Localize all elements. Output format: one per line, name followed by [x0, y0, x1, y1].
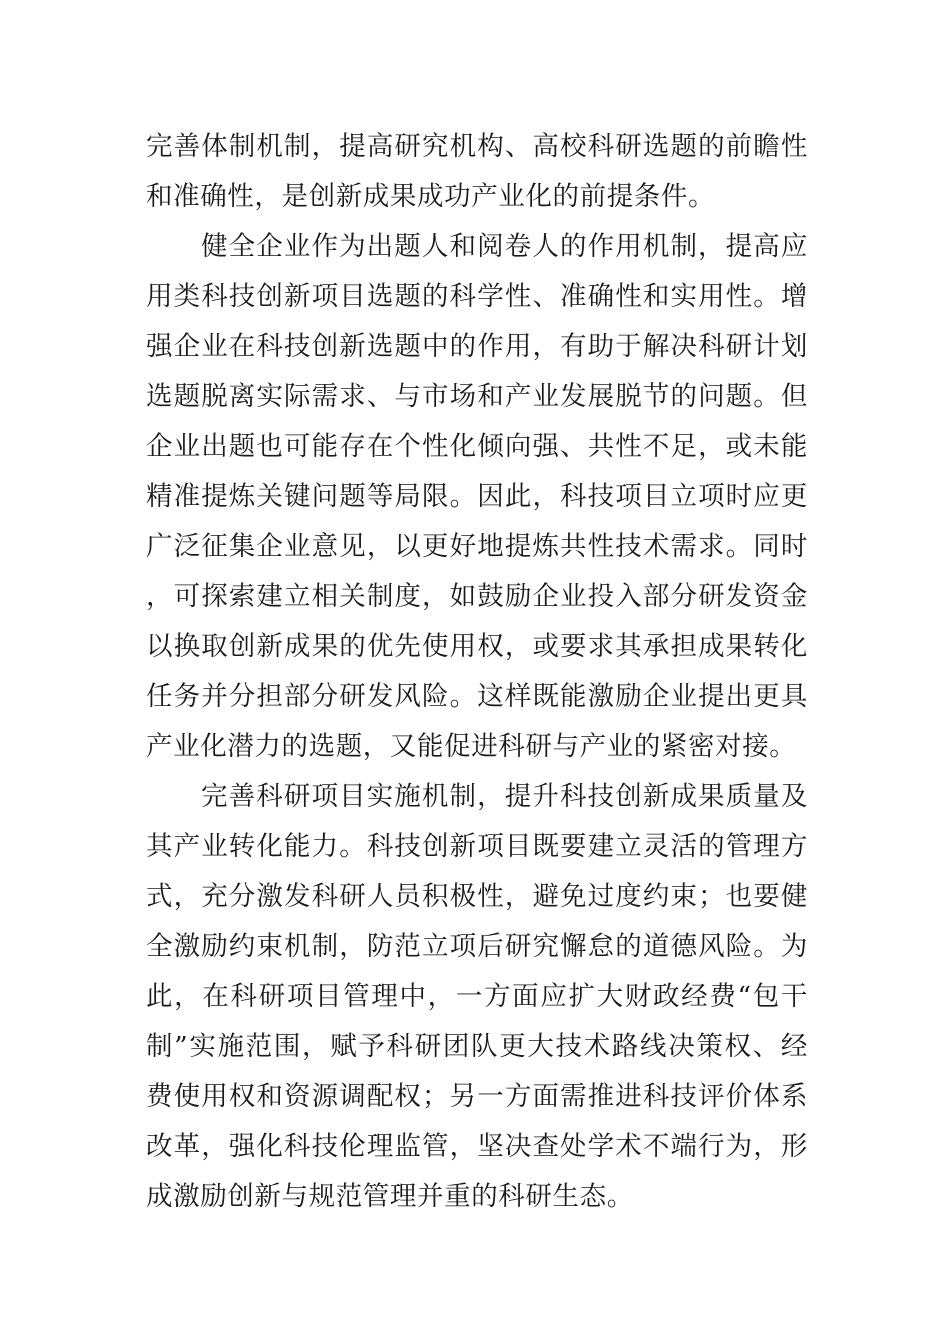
paragraph-1: 完善体制机制，提高研究机构、高校科研选题的前瞻性和准确性，是创新成果成功产业化的前提条件。	[146, 131, 808, 212]
paragraph-2: 健全企业作为出题人和阅卷人的作用机制，提高应用类科技创新项目选题的科学性、准确性和实用性。增强企业在科技创新选题中的作用，有助于解决科研计划选题脱离实际需求、与市场和产业发展脱节的问题。但企业出题也可能存在个性化倾向强、共性不足，或未能精准提炼关键问题等局限。因此，科技项目立项时应更广泛征集企业意见，以更好地提炼共性技术需求。同时，可探索建立相关制度，如鼓励企业投入部分研发资金以换取创新成果的优先使用权，或要求其承担成果转化任务并分担部分研发风险。这样既能激励企业提出更具产业化潜力的选题，又能促进科研与产业的紧密对接。	[146, 231, 808, 762]
document-body	[146, 122, 808, 1222]
paragraph-3: 完善科研项目实施机制，提升科技创新成果质量及其产业转化能力。科技创新项目既要建立灵活的管理方式，充分激发科研人员积极性，避免过度约束；也要健全激励约束机制，防范立项后研究懈怠的道德风险。为此，在科研项目管理中，一方面应扩大财政经费“包干制”实施范围，赋予科研团队更大技术路线决策权、经费使用权和资源调配权；另一方面需推进科技评价体系改革，强化科技伦理监管，坚决查处学术不端行为，形成激励创新与规范管理并重的科研生态。	[146, 781, 808, 1212]
